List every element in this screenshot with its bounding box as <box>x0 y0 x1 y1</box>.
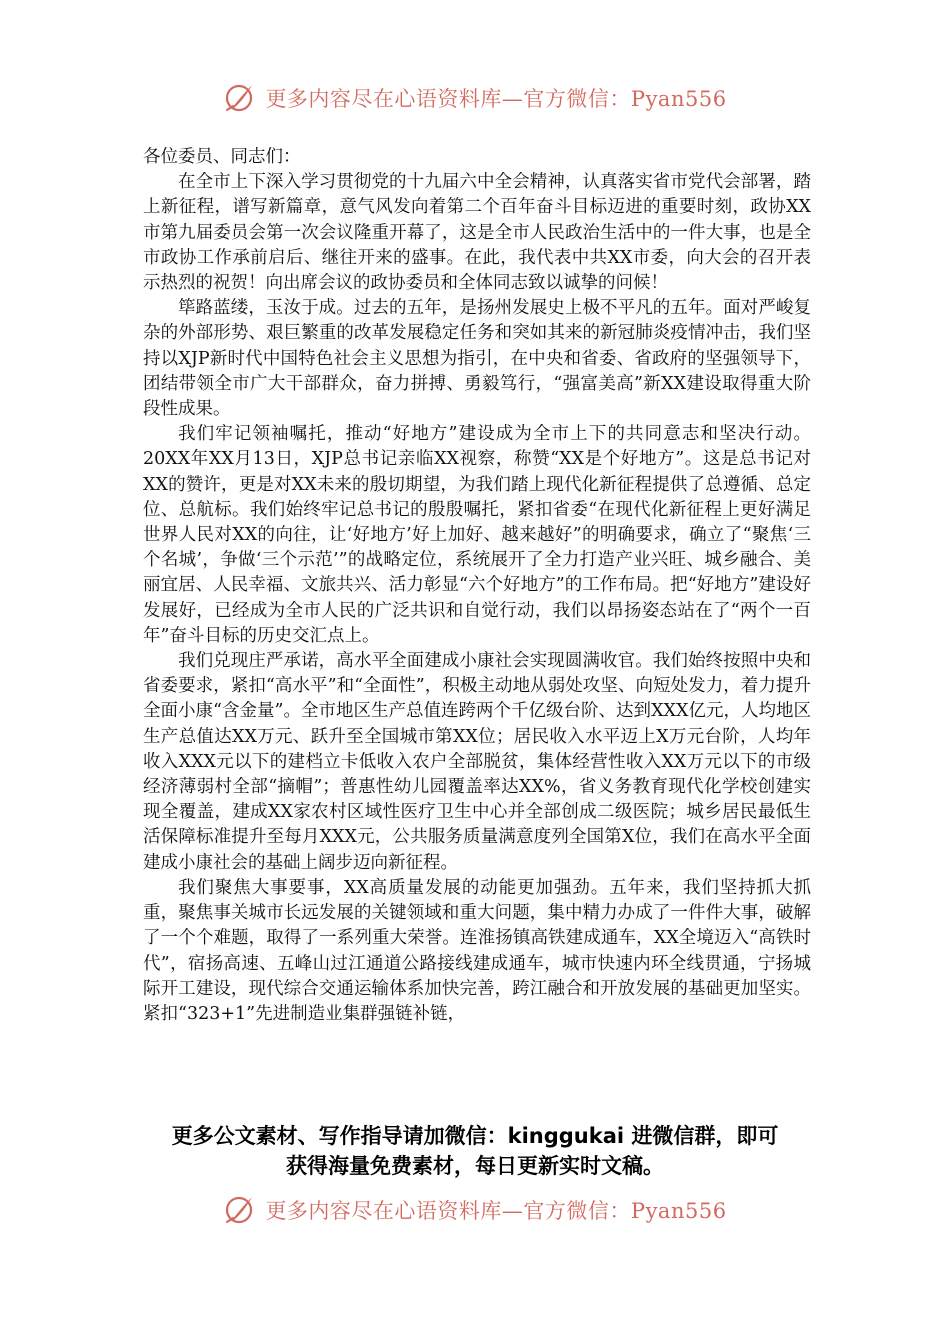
body-paragraph: 我们兑现庄严承诺，高水平全面建成小康社会实现圆满收官。我们始终按照中央和省委要求，紧扣“高水平”和“全面性”，积极主动地从弱处攻坚、向短处发力，着力提升全面小康“含金量”。全市地区生产总值连跨两个千亿级台阶、达到XXX亿元，人均地区生产总值达XX万元、跃升至全国城市第XX位；居民收入水平迈上X万元台阶，人均年收入XXX元以下的建档立卡低收入农户全部脱贫，集体经营性收入XX万元以下的市级经济薄弱村全部“摘帽”；普惠性幼儿园覆盖率达XX%，省义务教育现代化学校创建实现全覆盖，建成XX家农村区域性医疗卫生中心并全部创成二级医院；城乡居民最低生活保障标准提升至每月XXX元，公共服务质量满意度列全国第X位，我们在高水平全面建成小康社会的基础上阔步迈向新征程。 <box>143 651 811 873</box>
body-paragraph: 我们牢记领袖嘱托，推动“好地方”建设成为全市上下的共同意志和坚决行动。20XX年XX月13日，XJP总书记亲临XX视察，称赞“XX是个好地方”。这是总书记对XX的赞许，更是对XX未来的殷切期望，为我们踏上现代化新征程提供了总遵循、总定位、总航标。我们始终牢记总书记的殷殷嘱托，紧扣省委“在现代化新征程上更好满足世界人民对XX的向往，让‘好地方’好上加好、越来越好”的明确要求，确立了“聚焦‘三个名城’，争做‘三个示范’”的战略定位，系统展开了全力打造产业兴旺、城乡融合、美丽宜居、人民幸福、文旅共兴、活力彰显“六个好地方”的工作布局。把“好地方”建设好发展好，已经成为全市人民的广泛共识和自觉行动，我们以昂扬姿态站在了“两个一百年”奋斗目标的历史交汇点上。 <box>143 424 811 646</box>
footer-banner <box>0 1194 950 1226</box>
header-banner-text: 更多内容尽在心语资料库—官方微信：Pyan556 <box>265 87 727 111</box>
quill-pen-logo-icon <box>223 82 255 114</box>
speech-body <box>143 145 811 1027</box>
salutation: 各位委员、同志们： <box>143 147 301 167</box>
quill-pen-logo-icon <box>223 1194 255 1226</box>
promo-line-2: 获得海量免费素材，每日更新实时文稿。 <box>286 1154 664 1178</box>
body-paragraph: 我们聚焦大事要事，XX高质量发展的动能更加强劲。五年来，我们坚持抓大抓重，聚焦事关城市长远发展的关键领域和重大问题，集中精力办成了一件件大事，破解了一个个难题，取得了一系列重大荣誉。连淮扬镇高铁建成通车，XX全境迈入“高铁时代”，宿扬高速、五峰山过江通道公路接线建成通车，城市快速内环全线贯通，宁扬城际开工建设，现代综合交通运输体系加快完善，跨江融合和开放发展的基础更加坚实。紧扣“323+1”先进制造业集群强链补链， <box>143 877 811 1024</box>
body-paragraph: 在全市上下深入学习贯彻党的十九届六中全会精神，认真落实省市党代会部署，踏上新征程，谱写新篇章，意气风发向着第二个百年奋斗目标迈进的重要时刻，政协XX市第九届委员会第一次会议隆重开幕了，这是全市人民政治生活中的一件大事，也是全市政协工作承前启后、继往开来的盛事。在此，我代表中共XX市委，向大会的召开表示热烈的祝贺！向出席会议的政协委员和全体同志致以诚挚的问候！ <box>143 172 811 294</box>
header-banner <box>0 82 950 114</box>
footer-banner-text: 更多内容尽在心语资料库—官方微信：Pyan556 <box>265 1199 727 1223</box>
body-paragraph: 筚路蓝缕，玉汝于成。过去的五年，是扬州发展史上极不平凡的五年。面对严峻复杂的外部形势、艰巨繁重的改革发展稳定任务和突如其来的新冠肺炎疫情冲击，我们坚持以XJP新时代中国特色社会主义思想为指引，在中央和省委、省政府的坚强领导下，团结带领全市广大干部群众，奋力拼搏、勇毅笃行，“强富美高”新XX建设取得重大阶段性成果。 <box>143 298 811 420</box>
promo-line-1: 更多公文素材、写作指导请加微信：kinggukai 进微信群，即可 <box>171 1124 779 1148</box>
promo-notice <box>140 1121 810 1181</box>
